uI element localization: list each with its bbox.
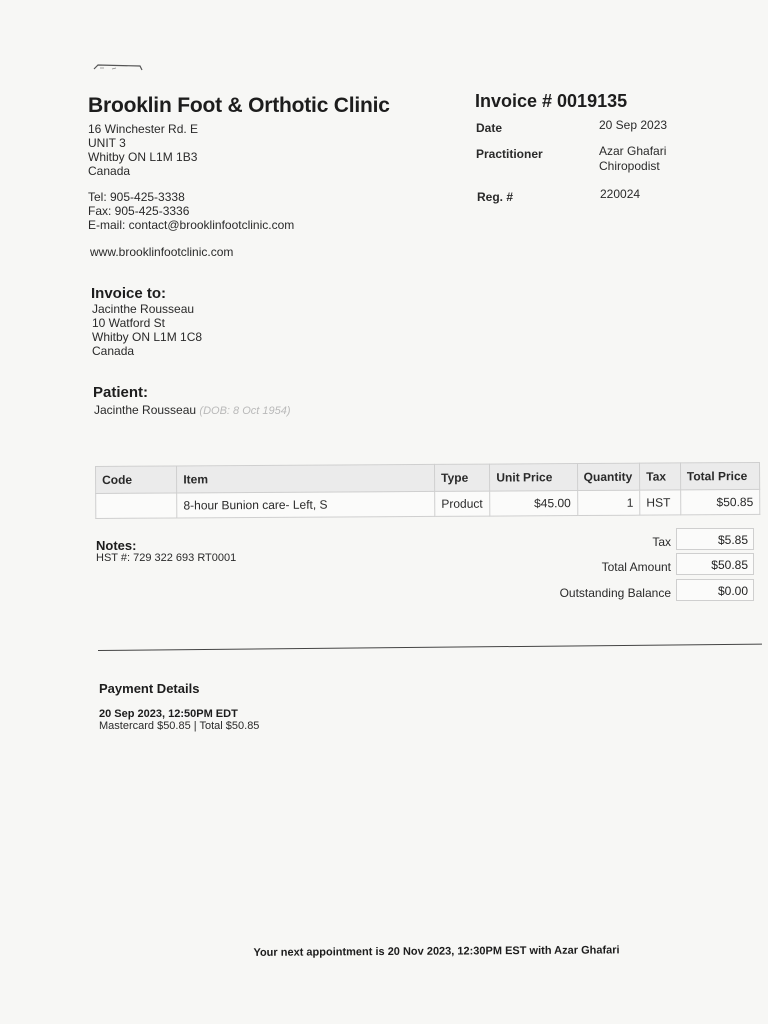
practitioner-value xyxy=(599,144,666,174)
clinic-address-line: UNIT 3 xyxy=(88,136,126,150)
payment-date: 20 Sep 2023, 12:50PM EDT xyxy=(99,708,238,720)
invoice-number: Invoice # 0019135 xyxy=(475,91,628,111)
clinic-address-line: Canada xyxy=(88,164,131,178)
invoice-items-table xyxy=(95,462,760,519)
patient-dob: (DOB: 8 Oct 1954) xyxy=(199,405,291,417)
pen-mark xyxy=(92,62,144,72)
practitioner-name: Azar Ghafari xyxy=(599,144,667,158)
notes-text: HST #: 729 322 693 RT0001 xyxy=(96,552,237,564)
cell-type: Product xyxy=(435,491,490,516)
column-header-type: Type xyxy=(435,464,490,491)
invoice-to-address xyxy=(92,302,202,358)
column-header-unit-price: Unit Price xyxy=(490,464,577,492)
patient-title: Patient: xyxy=(93,384,149,401)
invoice-to-line: 10 Watford St xyxy=(92,316,165,330)
payment-details-title: Payment Details xyxy=(99,681,200,696)
practitioner-role: Chiropodist xyxy=(599,159,660,173)
cell-total-price: $50.85 xyxy=(680,489,759,514)
cell-code xyxy=(96,493,177,518)
tax-total-label: Tax xyxy=(652,535,671,549)
table-row xyxy=(96,489,760,518)
column-header-code: Code xyxy=(96,466,177,493)
patient-line xyxy=(94,403,291,418)
clinic-website: www.brooklinfootclinic.com xyxy=(90,245,234,259)
column-header-total-price: Total Price xyxy=(680,462,759,489)
total-amount-label: Total Amount xyxy=(601,560,671,574)
invoice-to-line: Canada xyxy=(92,344,135,358)
outstanding-balance-value: $0.00 xyxy=(676,579,754,601)
reg-label: Reg. # xyxy=(477,190,514,204)
clinic-address xyxy=(88,122,198,178)
notes-title: Notes: xyxy=(96,538,137,553)
invoice-to-title: Invoice to: xyxy=(91,285,167,302)
patient-name: Jacinthe Rousseau xyxy=(94,403,197,417)
column-header-tax: Tax xyxy=(640,463,681,490)
divider xyxy=(98,644,762,651)
reg-value: 220024 xyxy=(600,187,641,201)
outstanding-balance-label: Outstanding Balance xyxy=(559,586,671,600)
cell-quantity: 1 xyxy=(577,490,640,515)
table-header-row xyxy=(96,462,760,493)
column-header-quantity: Quantity xyxy=(577,463,640,490)
next-appointment: Your next appointment is 20 Nov 2023, 12:30PM EST with Azar Ghafari xyxy=(253,944,620,959)
date-value: 20 Sep 2023 xyxy=(599,118,668,132)
payment-line: Mastercard $50.85 | Total $50.85 xyxy=(99,720,260,732)
cell-tax: HST xyxy=(640,490,681,515)
column-header-item: Item xyxy=(177,464,435,493)
clinic-address-line: 16 Winchester Rd. E xyxy=(88,122,199,136)
invoice-to-line: Whitby ON L1M 1C8 xyxy=(92,330,203,344)
clinic-name: Brooklin Foot & Orthotic Clinic xyxy=(88,94,390,117)
tax-total-value: $5.85 xyxy=(676,528,754,550)
cell-unit-price: $45.00 xyxy=(490,491,577,517)
invoice-to-line: Jacinthe Rousseau xyxy=(92,302,195,316)
clinic-contact xyxy=(88,190,294,232)
date-label: Date xyxy=(476,121,503,135)
clinic-tel: Tel: 905-425-3338 xyxy=(88,190,185,204)
practitioner-label: Practitioner xyxy=(476,147,543,161)
clinic-address-line: Whitby ON L1M 1B3 xyxy=(88,150,198,164)
clinic-fax: Fax: 905-425-3336 xyxy=(88,204,190,218)
total-amount-value: $50.85 xyxy=(676,553,754,575)
clinic-email: E-mail: contact@brooklinfootclinic.com xyxy=(88,218,295,232)
cell-item: 8-hour Bunion care- Left, S xyxy=(177,491,435,518)
